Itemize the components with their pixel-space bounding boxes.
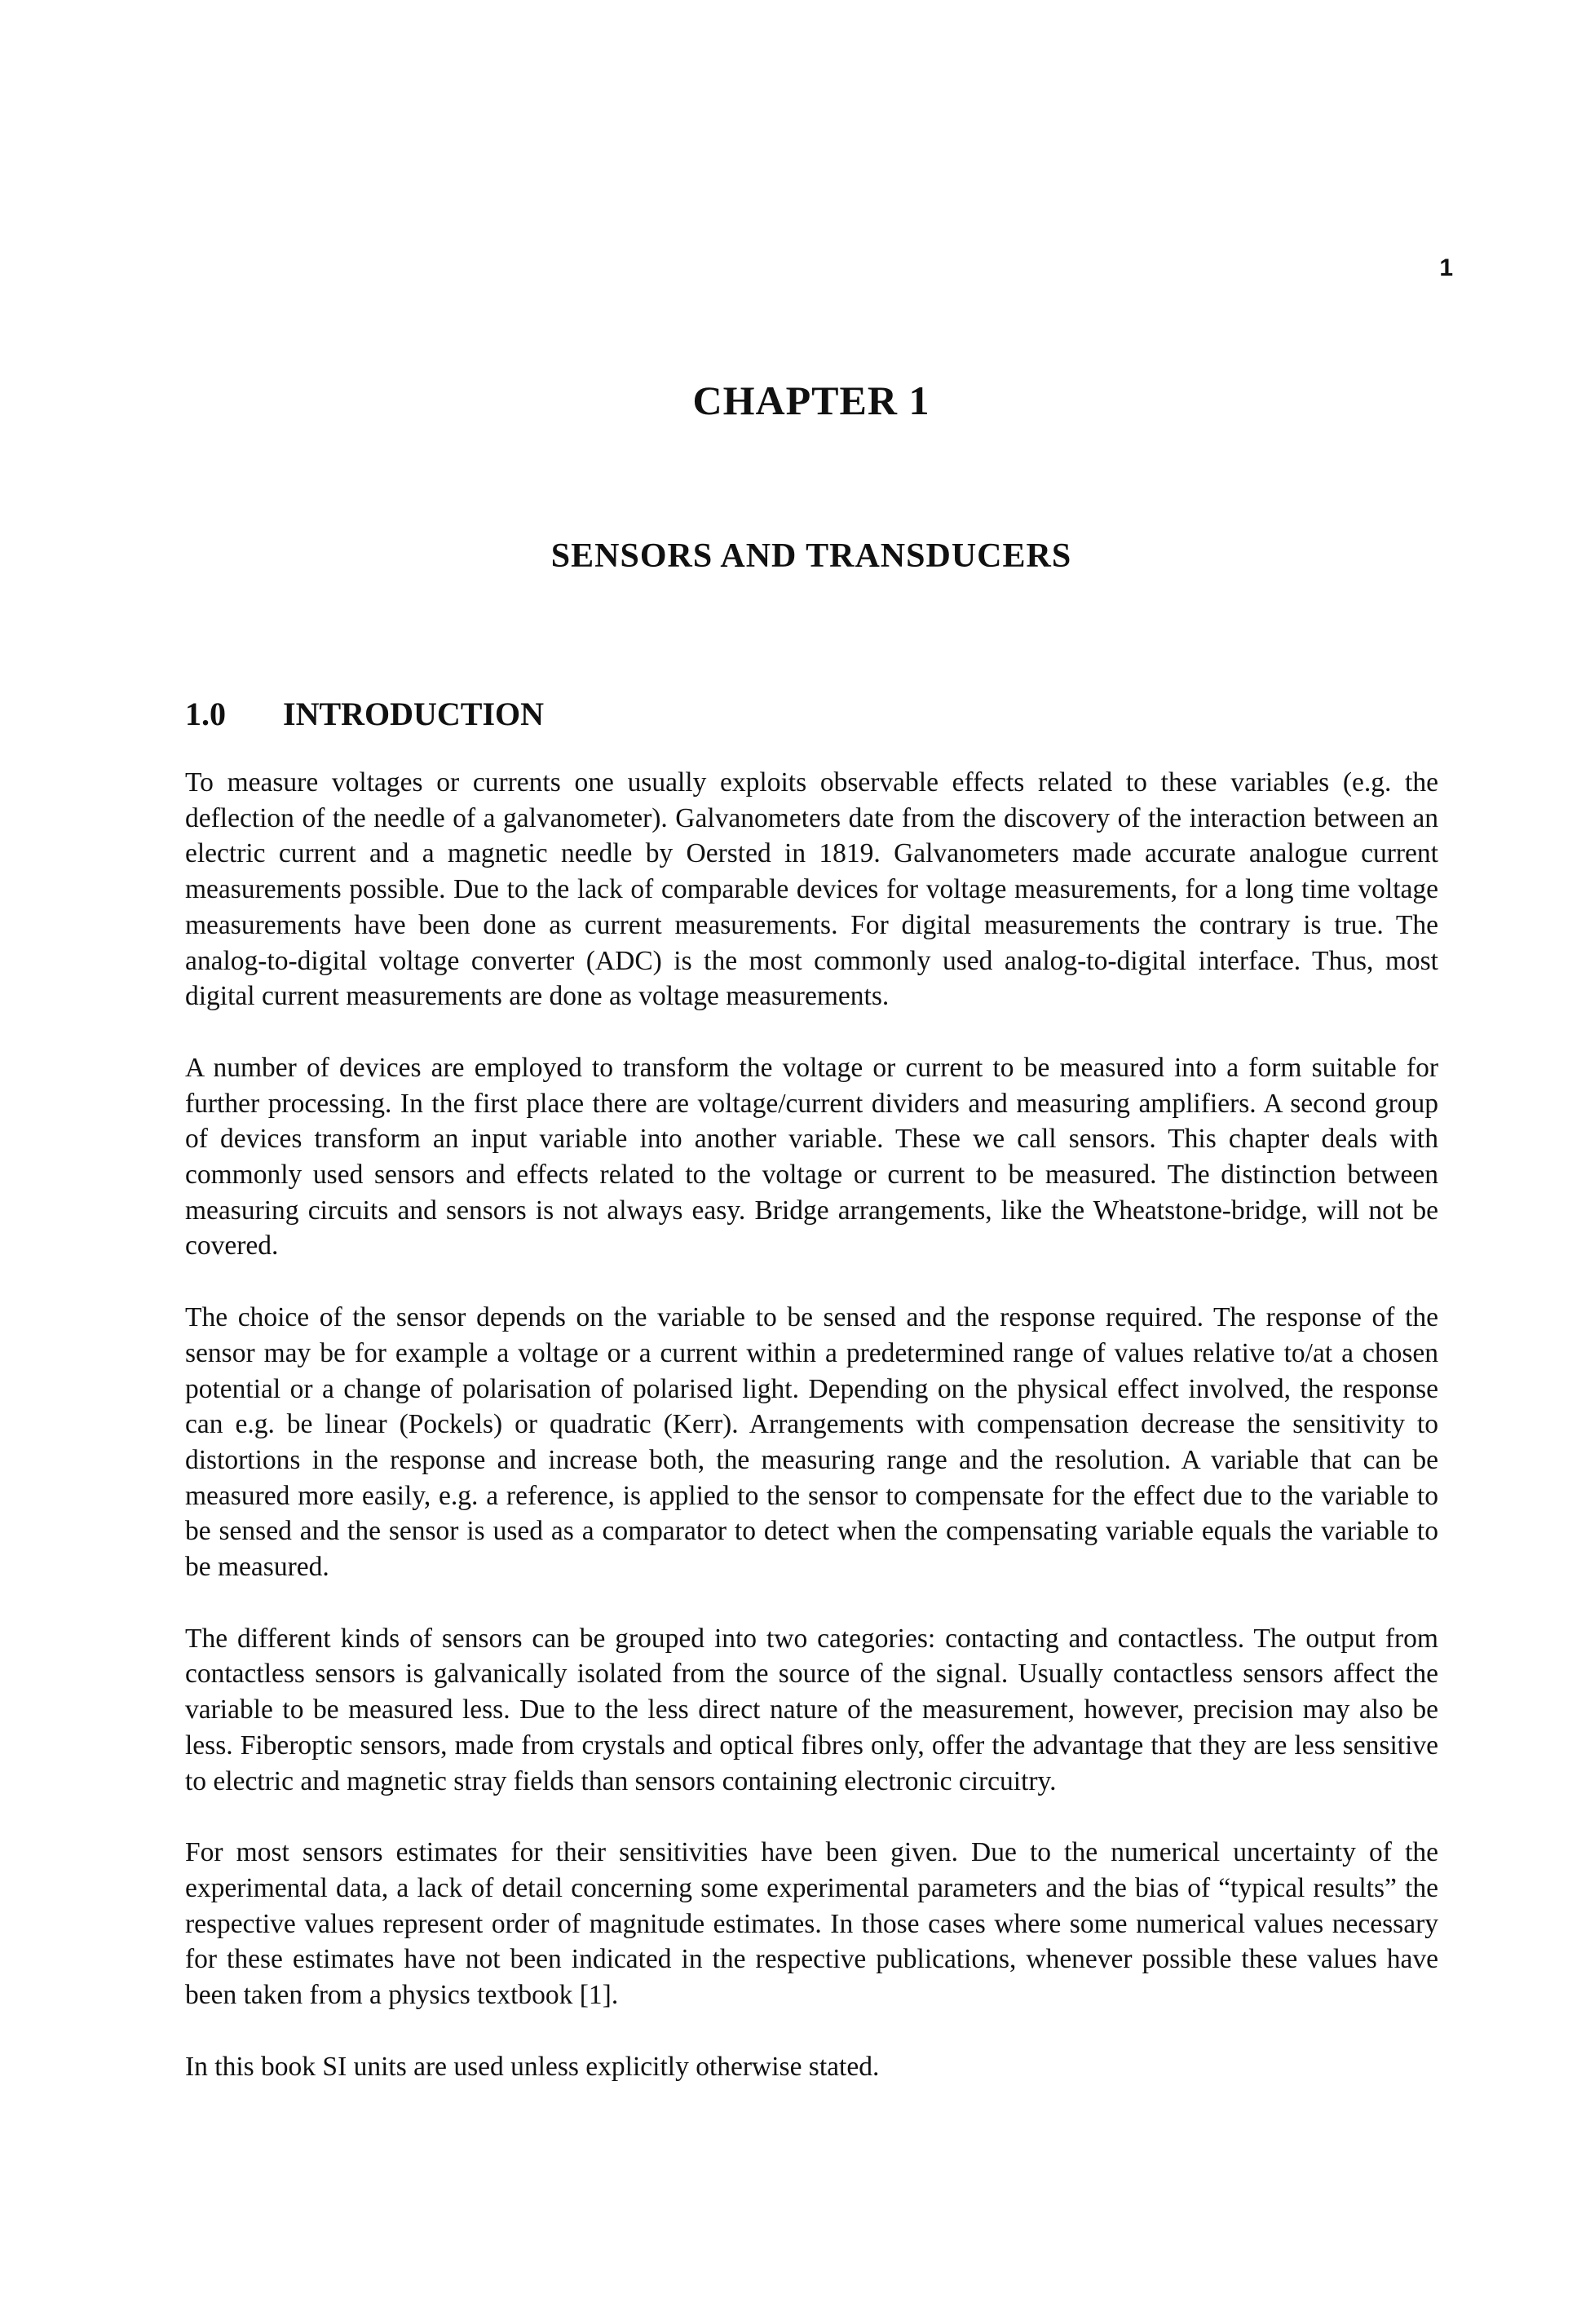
- page-number: 1: [1439, 254, 1453, 281]
- body-text: [185, 765, 1438, 2121]
- paragraph-si-units: In this book SI units are used unless explicitly otherwise stated.: [185, 2051, 880, 2082]
- paragraph-sensor-categories: The different kinds of sensors can be grouped into two categories: contacting and contactless. The output from contactless sensors is galvanically isolated from the source of the signal. Usually contactless sensors affect the variable to be measured less. Due to the less direct nature of the measurement, however, precision may also be less. Fiberoptic sensors, made from crystals and optical fibres only, offer the advantage that they are less sensitive to electric and magnetic stray fields than sensors containing electronic circuitry.: [185, 1623, 1438, 1796]
- chapter-label: CHAPTER 1: [692, 378, 930, 423]
- paragraph-measuring-voltages: To measure voltages or currents one usually exploits observable effects related to these variables (e.g. the deflection of the needle of a galvanometer). Galvanometers date from the discovery of the interaction between an electric current and a magnetic needle by Oersted in 1819. Galvanometers made accurate analogue current measurements possible. Due to the lack of comparable devices for voltage measurements, for a long time voltage measurements have been done as current measurements. For digital measurements the contrary is true. The analog-to-digital voltage converter (ADC) is the most commonly used analog-to-digital interface. Thus, most digital current measurements are done as voltage measurements.: [185, 767, 1438, 1012]
- paragraph-sensor-choice: The choice of the sensor depends on the variable to be sensed and the response required. The response of the sensor may be for example a voltage or a current within a predetermined range of values relative to/at a chosen potential or a change of polarisation of polarised light. Depending on the physical effect involved, the response can e.g. be linear (Pockels) or quadratic (Kerr). Arrangements with compensation decrease the sensitivity to distortions in the response and increase both, the measuring range and the resolution. A variable that can be measured more easily, e.g. a reference, is applied to the sensor to compensate for the effect due to the variable to be sensed and the sensor is used as a comparator to detect when the compensating variable equals the variable to be measured.: [185, 1302, 1438, 1583]
- section-title: INTRODUCTION: [283, 696, 545, 732]
- section-number: 1.0: [185, 696, 226, 732]
- paragraph-sensitivity-estimates: For most sensors estimates for their sensitivities have been given. Due to the numerical uncertainty of the experimental data, a lack of detail concerning some experimental parameters and the bias of “typical results” the respective values represent order of magnitude estimates. In those cases where some numerical values necessary for these estimates have not been indicated in the respective publications, whenever possible these values have been taken from a physics textbook [1].: [185, 1837, 1438, 2011]
- section-heading: [185, 695, 544, 733]
- paragraph-transforming-devices: A number of devices are employed to transform the voltage or current to be measured into a form suitable for further processing. In the first place there are voltage/current dividers and measuring amplifiers. A second group of devices transform an input variable into another variable. These we call sensors. This chapter deals with commonly used sensors and effects related to the voltage or current to be measured. The distinction between measuring circuits and sensors is not always easy. Bridge arrangements, like the Wheatstone-bridge, will not be covered.: [185, 1052, 1438, 1261]
- chapter-title: SENSORS AND TRANSDUCERS: [550, 537, 1072, 575]
